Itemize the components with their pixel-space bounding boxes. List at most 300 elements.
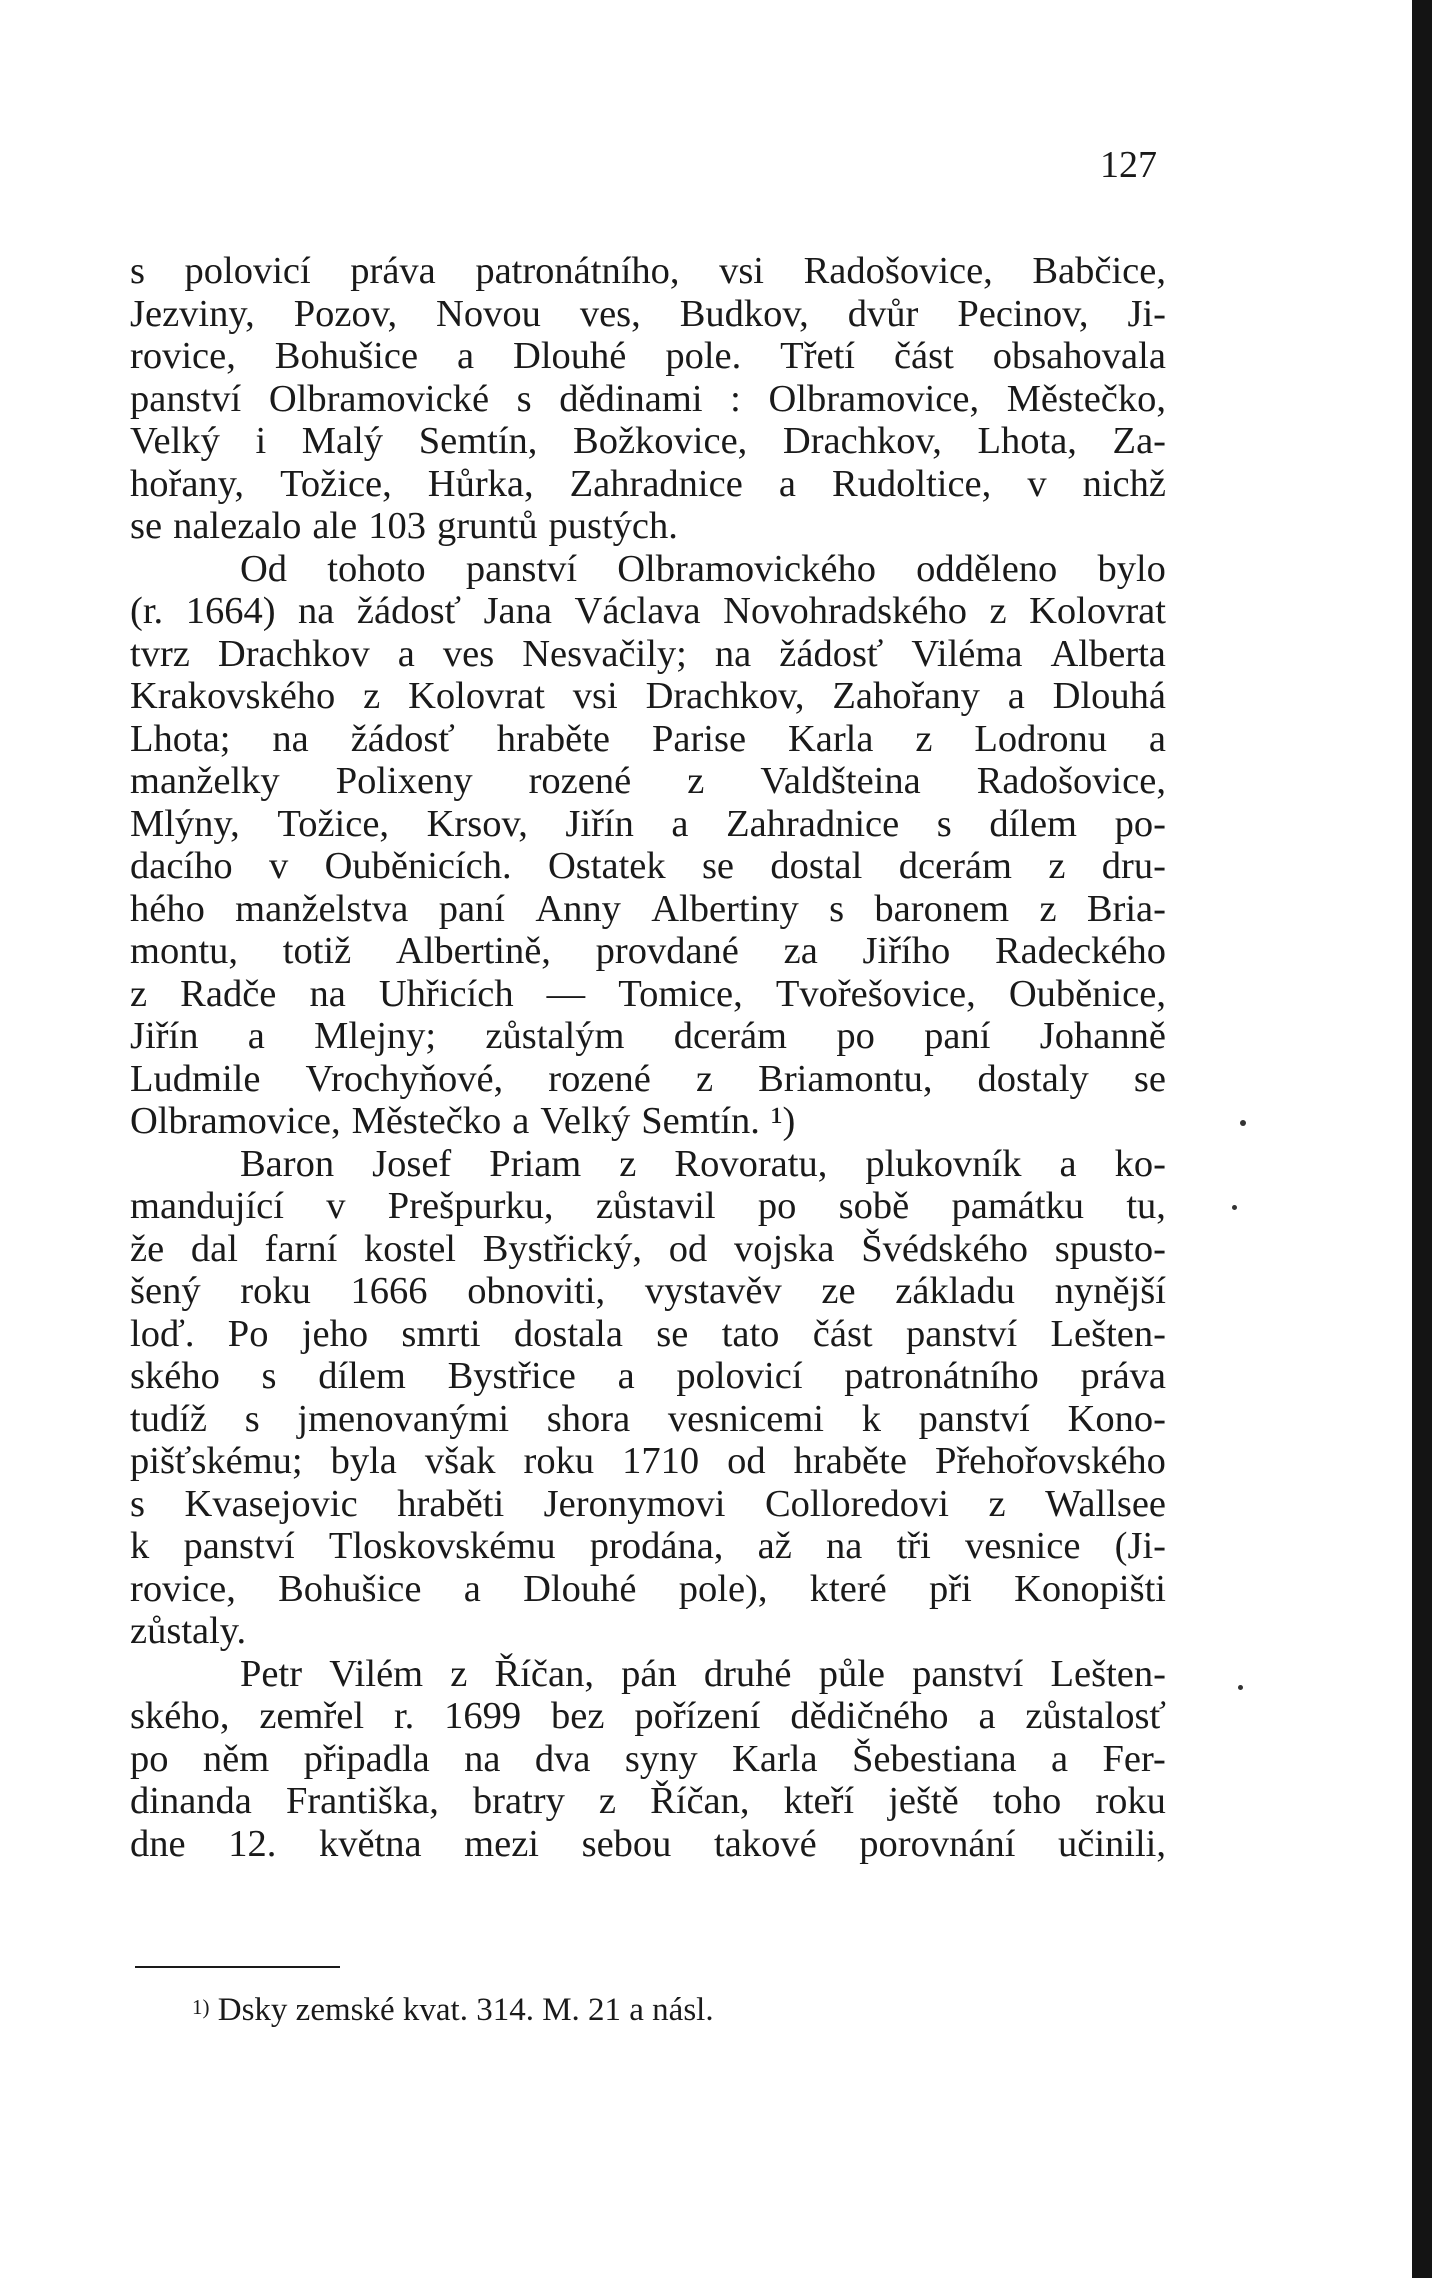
word: Wallsee (1045, 1482, 1166, 1525)
footnote-marker: 1) (192, 1995, 210, 2019)
word: k (130, 1525, 150, 1567)
word: Od (240, 547, 288, 590)
word: kostel (364, 1227, 456, 1270)
word: však (424, 1440, 496, 1482)
word: Tožice, (280, 462, 392, 505)
word: pole. (665, 335, 742, 377)
word: paní (924, 1015, 991, 1057)
word: dostaly (977, 1057, 1089, 1100)
word: provdané (595, 930, 739, 972)
word: po- (1114, 802, 1166, 845)
word: po (757, 1185, 797, 1227)
word: Švédského (861, 1227, 1029, 1270)
word: tato (721, 1312, 780, 1355)
word: rovice, (130, 335, 236, 377)
word: dva (534, 1737, 591, 1780)
word: a (463, 1567, 481, 1610)
word: Ludmile (130, 1057, 261, 1100)
word: i (255, 420, 267, 462)
footnote-rule (135, 1966, 340, 1968)
word: Lhota; (130, 717, 231, 760)
word: shora (546, 1397, 631, 1440)
word: jmenovanými (297, 1397, 510, 1440)
word: hořany, (130, 462, 245, 505)
word: dinanda (130, 1780, 252, 1822)
word: na (298, 590, 335, 632)
word: : (730, 377, 741, 420)
word: dcerám (898, 845, 1012, 887)
ink-speck (1232, 1205, 1237, 1210)
word: Jezviny, (130, 292, 255, 335)
word: panství (130, 377, 242, 420)
text-line (130, 1823, 1166, 1866)
word: spusto- (1054, 1227, 1166, 1270)
word: Albertině, (395, 930, 551, 972)
word: Třetí (780, 335, 855, 377)
word: ského, (130, 1695, 230, 1737)
word: s (130, 250, 145, 292)
word: Dlouhá (1052, 675, 1166, 717)
word: roku (523, 1440, 595, 1482)
word: Vilém (329, 1652, 424, 1695)
text-line (130, 1228, 1166, 1271)
word: základu (895, 1270, 1016, 1312)
word: od (727, 1440, 766, 1482)
word: syny (624, 1737, 698, 1780)
word: Ouběnice, (1008, 972, 1166, 1015)
word: se (1133, 1057, 1166, 1100)
word: sebou (581, 1822, 672, 1865)
word: (r. (130, 590, 164, 632)
word: Olbramovice, (130, 1100, 341, 1142)
footnote (192, 1990, 714, 2030)
word: gruntů (436, 505, 538, 547)
word: vojska (733, 1227, 835, 1270)
text-line (130, 1738, 1166, 1781)
word: ze (821, 1270, 856, 1312)
word: z (363, 675, 381, 717)
word: Drachkov, (782, 420, 942, 462)
word: v (326, 1185, 346, 1227)
word: Mlejny; (314, 1015, 437, 1057)
word: za (783, 930, 818, 972)
word: dcerám (673, 1015, 788, 1057)
word: polovicí (676, 1355, 803, 1397)
word: část (893, 335, 954, 377)
word: Pozov, (293, 292, 398, 335)
text-line (130, 888, 1166, 931)
word: Babčice, (1032, 250, 1166, 292)
word: hraběte (793, 1440, 907, 1482)
text-line (130, 463, 1166, 506)
word: při (929, 1567, 972, 1610)
word: Baron (240, 1142, 335, 1185)
text-line (130, 1483, 1166, 1526)
word: Anny (535, 887, 621, 930)
text-line (130, 803, 1166, 846)
word: až (757, 1525, 792, 1567)
text-line (130, 845, 1166, 888)
word: dacího (130, 845, 233, 887)
word: a (397, 632, 415, 675)
word: nynější (1054, 1270, 1166, 1312)
word: Josef (372, 1142, 452, 1185)
word: Kolovrat (1029, 590, 1166, 632)
word: panství (912, 1652, 1024, 1695)
word: baronem (874, 887, 1010, 930)
word: z (1039, 887, 1057, 930)
word: připadla (303, 1737, 430, 1780)
word: Lešten- (1050, 1312, 1166, 1355)
word: dal (190, 1227, 238, 1270)
word: Colloredovi (765, 1482, 949, 1525)
word: Konopišti (1014, 1567, 1166, 1610)
word: pole), (678, 1567, 768, 1610)
word: na (309, 972, 346, 1015)
word: Krsov, (426, 802, 528, 845)
word: dílem (989, 802, 1078, 845)
word: a (671, 802, 689, 845)
word: dědinami (559, 377, 703, 420)
word: dvůr (847, 292, 919, 335)
word: Kvasejovic (184, 1482, 358, 1525)
word: šený (130, 1270, 201, 1312)
text-line (130, 1398, 1166, 1441)
word: ještě (888, 1780, 959, 1822)
word: Albertiny (651, 887, 799, 930)
word: tu, (1126, 1185, 1166, 1227)
word: rovice, (130, 1567, 236, 1610)
word: Dlouhé (513, 335, 627, 377)
body-text (130, 250, 1166, 1865)
word: Velký (130, 420, 220, 462)
word: Jiřího (862, 930, 951, 972)
word: Krakovského (130, 675, 336, 717)
word: manželstva (235, 887, 409, 930)
word: panství (905, 1312, 1018, 1355)
word: Valdšteina (760, 760, 921, 802)
word: pišťskému; (130, 1440, 303, 1482)
word: Za- (1112, 420, 1166, 462)
word: mezi (464, 1822, 539, 1865)
word: Alberta (1050, 632, 1166, 675)
word: byla (330, 1440, 397, 1482)
word: Jiřín (565, 802, 634, 845)
word: Kono- (1067, 1397, 1166, 1440)
word: Rovoratu, (674, 1142, 828, 1185)
text-line (130, 1143, 1166, 1186)
word: paní (438, 887, 505, 930)
word: Semtín, (418, 420, 538, 462)
word: Městečko (351, 1100, 502, 1142)
word: Františka, (285, 1780, 439, 1822)
word: Novohradského (723, 590, 967, 632)
page-edge (1412, 0, 1432, 2278)
word: Olbramovické (268, 377, 490, 420)
word: hraběti (397, 1482, 505, 1525)
word: bez (551, 1695, 605, 1737)
word: a (1059, 1142, 1077, 1185)
word: učinili, (1058, 1822, 1166, 1865)
word: patronátního, (475, 250, 680, 292)
word: pořízení (634, 1695, 761, 1737)
text-line (130, 973, 1166, 1016)
word: loď. (130, 1312, 195, 1355)
word: a (1148, 717, 1166, 760)
word: 1710 (622, 1440, 700, 1482)
word: Novou (436, 292, 541, 335)
text-line (130, 1015, 1166, 1058)
word: smrti (401, 1312, 481, 1355)
word: Říčan, (650, 1780, 750, 1822)
text-line (130, 1695, 1166, 1738)
word: 103 (368, 505, 426, 547)
word: s (244, 1397, 260, 1440)
word: rozené (528, 760, 632, 802)
word: Dlouhé (523, 1567, 637, 1610)
word: Prešpurku, (387, 1185, 554, 1227)
word: Radeckého (994, 930, 1166, 972)
word: po (836, 1015, 875, 1057)
word: Lhota, (977, 420, 1077, 462)
text-line (130, 1525, 1166, 1568)
word: Olbramovice, (768, 377, 980, 420)
word: Semtín. (641, 1100, 760, 1142)
word: se (701, 845, 735, 887)
word: nichž (1082, 462, 1166, 505)
word: Vrochyňové, (305, 1057, 504, 1100)
ink-speck (1240, 1120, 1246, 1126)
word: ského (130, 1355, 220, 1397)
word: Karla (732, 1737, 818, 1780)
word: pán (621, 1652, 677, 1695)
word: takové (714, 1822, 817, 1865)
word: Drachkov (217, 632, 370, 675)
word: a (1051, 1737, 1069, 1780)
word: Tvořešovice, (775, 972, 976, 1015)
word: prodána, (589, 1525, 724, 1567)
text-line (130, 1653, 1166, 1696)
word: na (714, 632, 752, 675)
word: Uhřicích (378, 972, 514, 1015)
word: Václava (574, 590, 701, 632)
word: dru- (1101, 845, 1166, 887)
word: odděleno (916, 547, 1058, 590)
word: 12. (228, 1822, 277, 1865)
word: tři (896, 1525, 931, 1567)
word: část (812, 1312, 873, 1355)
word: Božkovice, (573, 420, 748, 462)
word: Tomice, (618, 972, 743, 1015)
text-line (130, 378, 1166, 421)
word: žádosť (356, 590, 462, 632)
word: Tožice, (277, 802, 390, 845)
text-line (130, 1568, 1166, 1611)
word: z (619, 1142, 637, 1185)
word: května (318, 1822, 422, 1865)
word: Jana (483, 590, 552, 632)
word: mandující (130, 1185, 284, 1227)
word: po (130, 1737, 169, 1780)
word: se (130, 505, 163, 547)
word: a (457, 335, 475, 377)
word: Priam (489, 1142, 582, 1185)
word: Lešten- (1050, 1652, 1166, 1695)
word: panství (183, 1525, 295, 1567)
word: rozené (548, 1057, 651, 1100)
text-line (130, 1313, 1166, 1356)
word: k (861, 1397, 881, 1440)
word: z (915, 717, 933, 760)
word: na (464, 1737, 501, 1780)
word: Budkov, (679, 292, 809, 335)
word: že (130, 1227, 165, 1270)
word: roku (1095, 1780, 1166, 1822)
word: Bohušice (278, 1567, 422, 1610)
word: Drachkov, (645, 675, 805, 717)
text-line (130, 1185, 1166, 1228)
text-line (130, 250, 1166, 293)
word: 1699 (444, 1695, 522, 1737)
word: na (826, 1525, 863, 1567)
text-line (130, 1780, 1166, 1823)
word: z (687, 760, 705, 802)
word: žádosť (779, 632, 884, 675)
word: Petr (240, 1652, 303, 1695)
word: žádosť (350, 717, 455, 760)
word: Lodronu (974, 717, 1107, 760)
word: Ostatek (548, 845, 666, 887)
word: porovnání (859, 1822, 1016, 1865)
word: a (1007, 675, 1025, 717)
text-line (130, 760, 1166, 803)
text-line (130, 590, 1166, 633)
word: panství (465, 547, 578, 590)
text-line (130, 1100, 1166, 1143)
word: Ji- (1127, 292, 1166, 335)
word: Fer- (1102, 1737, 1166, 1780)
word: vesnicemi (667, 1397, 824, 1440)
word: Karla (787, 717, 874, 760)
word: tudíž (130, 1397, 207, 1440)
word: Bohušice (274, 335, 419, 377)
word: Bria- (1086, 887, 1166, 930)
word: a (512, 1100, 530, 1142)
word: plukovník (865, 1142, 1022, 1185)
word: polovicí (184, 250, 311, 292)
word: — (546, 972, 586, 1015)
word: Šebestiana (851, 1737, 1017, 1780)
word: Polixeny (335, 760, 473, 802)
word: a (617, 1355, 635, 1397)
footnote-text: Dsky zemské kvat. 314. M. 21 a násl. (217, 1992, 714, 2028)
word: Říčan, (494, 1652, 594, 1695)
word: hraběte (496, 717, 611, 760)
word: v (268, 845, 289, 887)
word: Olbramovického (617, 547, 876, 590)
word: Bystřický, (482, 1227, 643, 1270)
word: z (450, 1652, 468, 1695)
word: Briamontu, (758, 1057, 933, 1100)
word: jeho (301, 1312, 369, 1355)
text-line (130, 1440, 1166, 1483)
word: hého (130, 887, 205, 930)
word: z (598, 1780, 617, 1822)
word: Ouběnicích. (324, 845, 512, 887)
word: z (1048, 845, 1066, 887)
word: ¹) (770, 1100, 796, 1142)
word: dědičného (790, 1695, 949, 1737)
word: totiž (282, 930, 352, 972)
word: zůstavil (595, 1185, 716, 1227)
word: obnoviti, (467, 1270, 606, 1312)
text-line (130, 1270, 1166, 1313)
word: Zahradnice (726, 802, 900, 845)
word: manželky (130, 760, 280, 802)
word: Mlýny, (130, 802, 240, 845)
word: a (778, 462, 796, 505)
word: Zahořany (832, 675, 980, 717)
word: zůstalým (485, 1015, 625, 1057)
word: s (261, 1355, 277, 1397)
word: v (1027, 462, 1047, 505)
word: (Ji- (1114, 1525, 1166, 1567)
word: ves (442, 632, 495, 675)
word: práva (1080, 1355, 1166, 1397)
text-line (130, 548, 1166, 591)
word: Rudoltice, (831, 462, 992, 505)
word: Kolovrat (408, 675, 545, 717)
word: a (247, 1015, 265, 1057)
word: Hůrka, (427, 462, 534, 505)
word: něm (202, 1737, 270, 1780)
word: z (989, 590, 1007, 632)
word: zůstaly. (130, 1610, 247, 1652)
word: s (130, 1482, 145, 1525)
word: roku (240, 1270, 311, 1312)
word: s (936, 802, 952, 845)
word: montu, (130, 930, 239, 972)
word: které (809, 1567, 887, 1610)
word: Radošovice, (976, 760, 1166, 802)
word: Johanně (1039, 1015, 1166, 1057)
word: r. (393, 1695, 415, 1737)
text-line (130, 930, 1166, 973)
word: toho (992, 1780, 1062, 1822)
word: Radošovice, (803, 250, 993, 292)
text-line (130, 505, 1166, 548)
word: obsahovala (992, 335, 1166, 377)
word: Parise (651, 717, 747, 760)
word: s (516, 377, 532, 420)
word: práva (350, 250, 436, 292)
word: dostal (770, 845, 863, 887)
page-number: 127 (1100, 144, 1157, 186)
word: Jeronymovi (543, 1482, 726, 1525)
word: památku (951, 1185, 1085, 1227)
word: Tloskovskému (328, 1525, 556, 1567)
word: ko- (1114, 1142, 1166, 1185)
word: vsi (719, 250, 765, 292)
text-line (130, 1355, 1166, 1398)
word: ale (312, 505, 358, 547)
word: Pecinov, (957, 292, 1089, 335)
text-line (130, 335, 1166, 378)
text-line (130, 633, 1166, 676)
word: zemřel (259, 1695, 365, 1737)
word: z (130, 972, 148, 1015)
word: dne (130, 1822, 186, 1865)
